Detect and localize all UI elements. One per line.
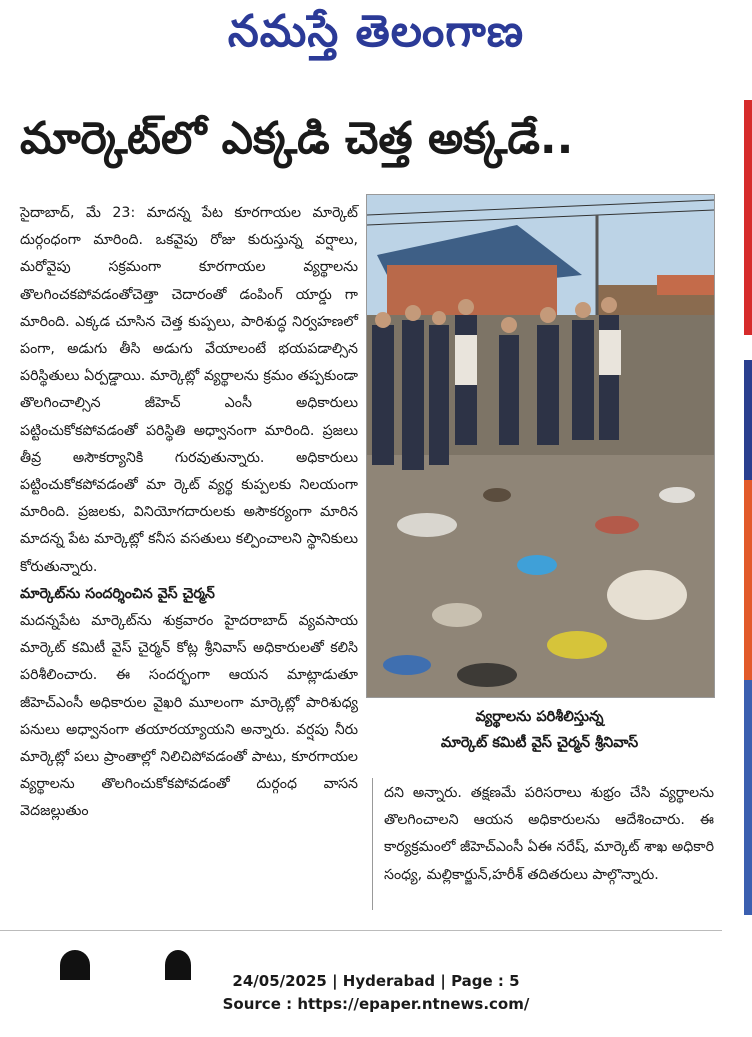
body-paragraph-3: దని అన్నారు. తక్షణమే పరిసరాలు శుభ్రం చేసి వ్యర్థాలను తొలగించాలని ఆయన అధికారులను ఆదేశించారు. ఈ కార్యక్రమంలో జీహెచ్ఎంసీ ఏఈ నరేష్, మార్కెట్ శాఖ అధికారి సంధ్య, మల్లికార్జున్,హరీశ్ తదితరులు పాల్గొన్నారు.: [384, 785, 714, 883]
caption-line-1: వ్యర్థాలను పరిశీలిస్తున్న: [475, 709, 604, 725]
footer: [0, 970, 752, 1016]
footer-source-line: Source : https://epaper.ntnews.com/: [222, 995, 530, 1013]
side-strip-graphic: [744, 100, 752, 915]
caption-line-2: మార్కెట్ కమిటీ వైస్ చైర్మన్ శ్రీనివాస్: [440, 735, 639, 751]
article-headline: మార్కెట్‌లో ఎక్కడి చెత్త అక్కడే..: [20, 113, 574, 164]
masthead-title: నమస్తే తెలంగాణ: [227, 6, 525, 57]
article-body-right: [384, 780, 714, 889]
page-rule: [0, 930, 722, 931]
photo-caption: [366, 704, 713, 756]
column-divider: [372, 778, 373, 910]
masthead: [0, 0, 752, 78]
adjacent-page-strip: [744, 100, 752, 915]
footer-date-line: 24/05/2025 | Hyderabad | Page : 5: [232, 972, 520, 990]
market-garbage-photo: [367, 195, 714, 697]
body-paragraph-1: సైదాబాద్, మే 23: మాదన్న పేట కూరగాయల మార్కెట్ దుర్గంధంగా మారింది. ఒకవైపు రోజు కురుస్తున్న వర్షాలు, మరోవైపు సక్రమంగా కూరగాయల వ్యర్థాలను తొలగించకపోవడంతోచెత్తా చెదారంతో డంపింగ్ యార్డు గా మారింది. ఎక్కడ చూసిన చెత్త కుప్పలు, పారిశుద్ధ నిర్వహణలో పంగా, అడుగు తీసి అడుగు వేయాలంటే భయపడాల్సిన పరిస్థితులు ఏర్పడ్డాయి. మార్కెట్లో వ్యర్థాలను క్రమం తప్పకుండా తొలగించాల్సిన జీహెచ్ ఎంసీ అధికారులు పట్టించుకోకపోవడంతో పరిస్థితి అధ్వానంగా మారింది. ప్రజలు తీవ్ర అసౌకర్యానికి గురవుతున్నారు. అధికారులు పట్టించుకోకపోవడంతో మా ర్కెట్ వ్యర్థ కుప్పలకు నిలయంగా మారింది. ప్రజలకు, వినియోగదారులకు అసౌకర్యంగా మారిన మాదన్న పేట మార్కెట్లో కనీస వసతులు కల్పించాలని స్థానికులు కోరుతున్నారు.: [20, 205, 358, 575]
article-subhead: మార్కెట్‌ను సందర్శించిన వైస్ చైర్మన్: [20, 585, 215, 602]
body-paragraph-2: మదన్నపేట మార్కెట్‌ను శుక్రవారం హైదరాబాద్ వ్యవసాయ మార్కెట్ కమిటీ వైస్ చైర్మన్ కోట్ల శ్రీనివాస్ అధికారులతో కలిసి పరిశీలించారు. ఈ సందర్భంగా ఆయన మాట్లాడుతూ జీహెచ్ఎంసీ అధికారుల వైఖరి మూలంగా మార్కెట్లో పారిశుధ్య పనులు అధ్వానంగా తయారయ్యాయని అన్నారు. వర్షపు నీరు మార్కెట్లో పలు ప్రాంతాల్లో నిలిచిపోవడంతో పాటు, కూరగాయల వ్యర్థాలను తొలగించుకోకపోవడంతో దుర్గంధ వాసన వెదజల్లుతుం: [20, 613, 358, 820]
article-photo: [366, 194, 715, 698]
article-body-left: [20, 200, 358, 826]
